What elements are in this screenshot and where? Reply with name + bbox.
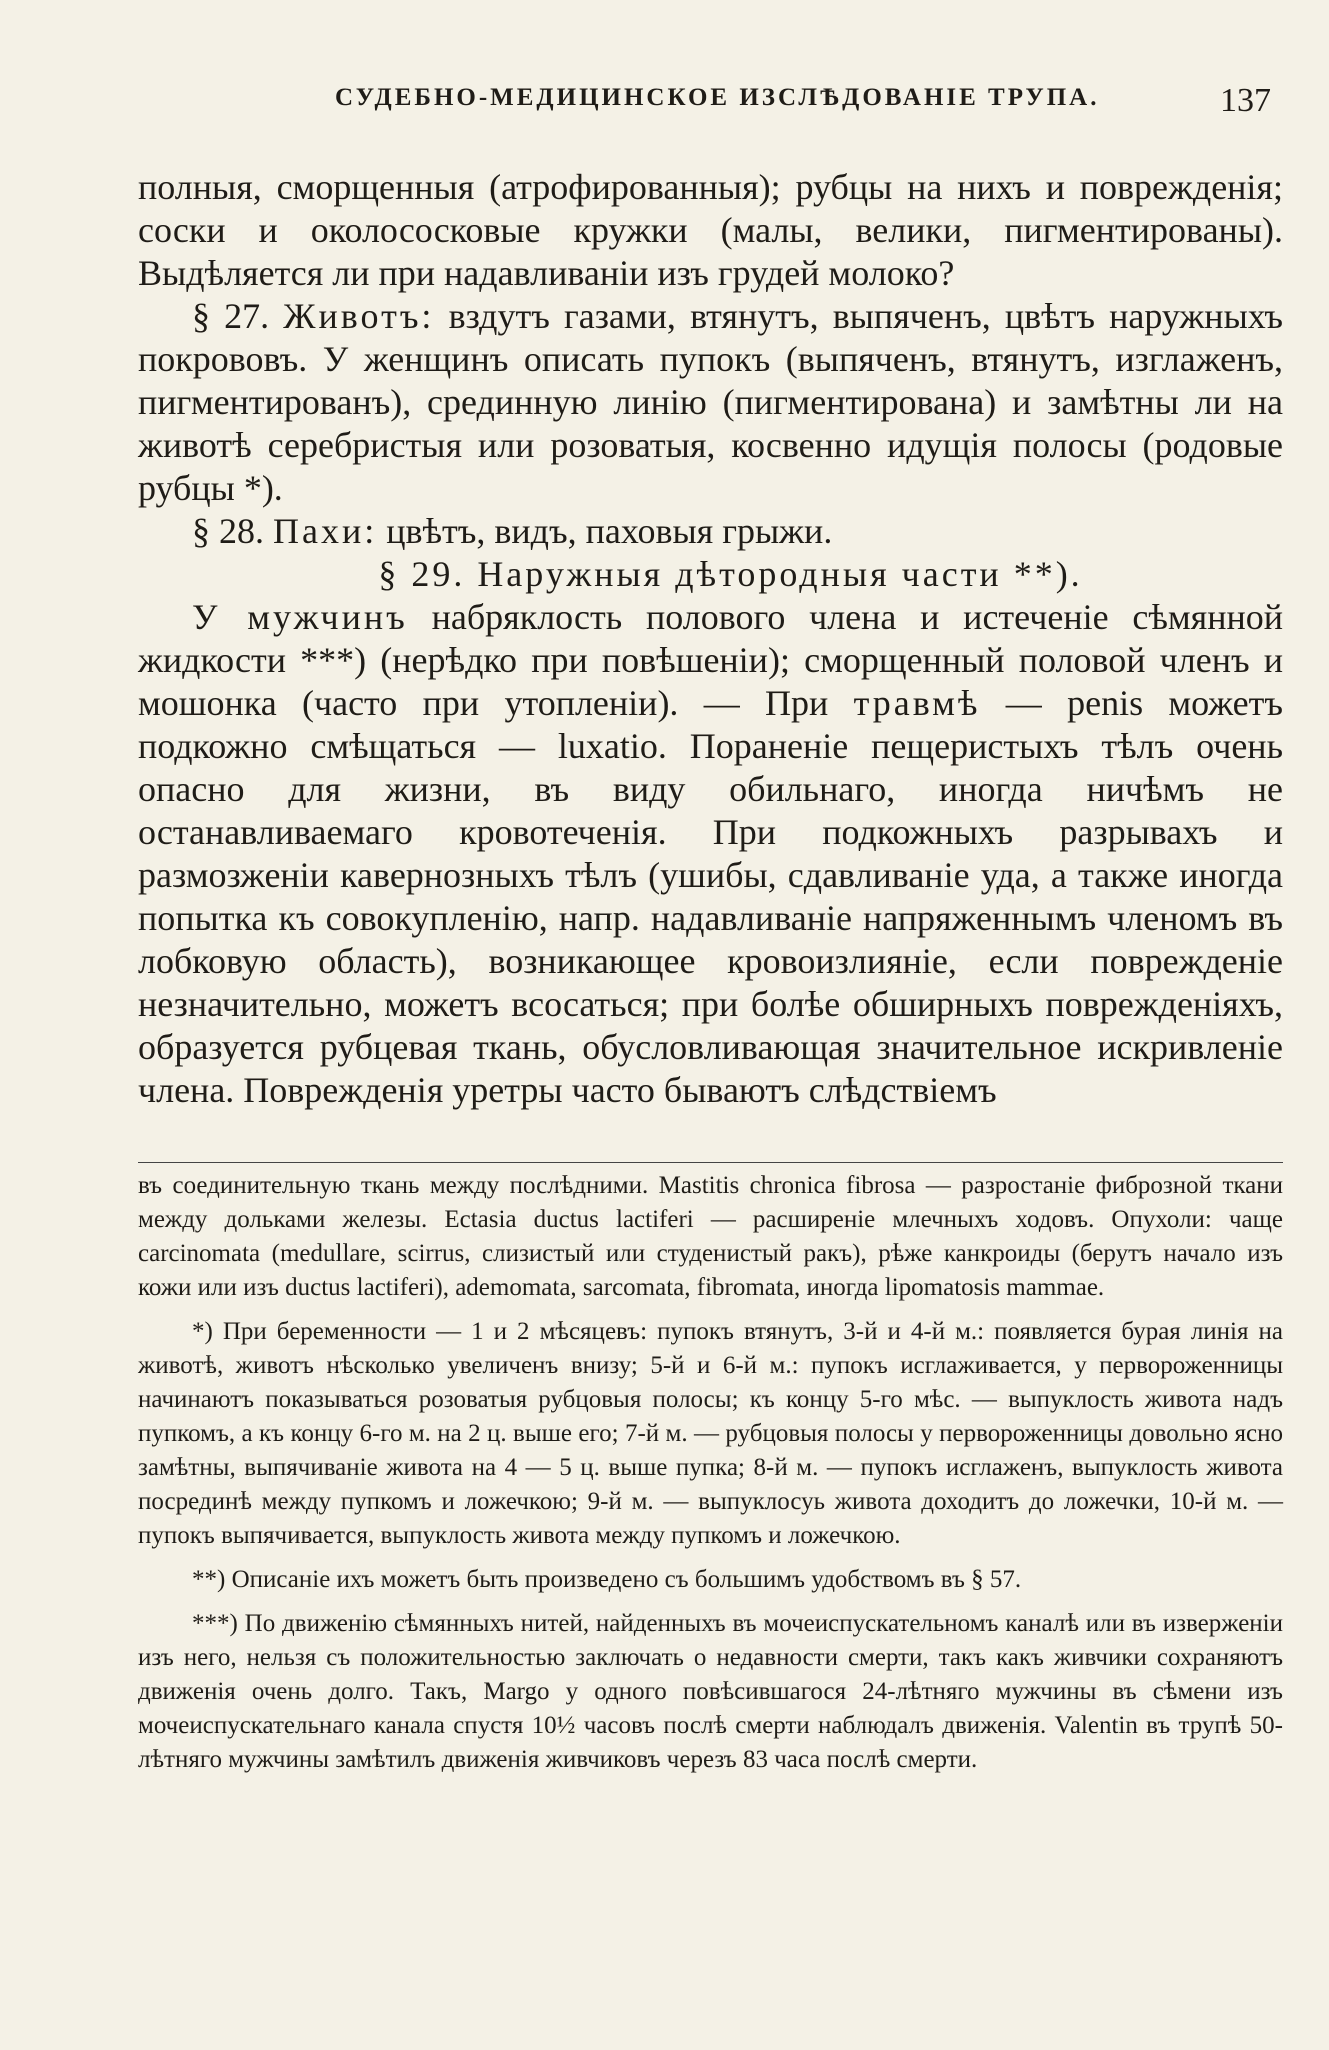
section-29-lead: У мужчинъ [192,597,408,637]
section-29-text-a: набряклость полового члена и истеченіе сѣмянной жидкости ***) (нерѣдко при повѣшеніи); сморщенный половой членъ и мошонка (часто при утопленіи). — При [138,597,1284,723]
footnote-divider [138,1162,1283,1163]
section-29-text-b: — penis можетъ подкожно смѣщаться — luxatio. Пораненіе пещеристыхъ тѣлъ очень опасно для жизни, въ виду обильнаго, иногда ничѣмъ не останавливаемаго кровотеченія. При подкожныхъ разрывахъ и размозженіи кавернозныхъ тѣлъ (ушибы, сдавливаніе уда, а также иногда попытка къ совокупленію, напр. надавливаніе напряженнымъ членомъ въ лобковую область), возникающее кровоизлияніе, если поврежденіе незначительно, можетъ всосаться; при болѣе обширныхъ поврежденіяхъ, образуется рубцевая ткань, обусловливающая значительное искривленіе члена. Поврежденія уретры часто бываютъ слѣдствіемъ [138,683,1284,1110]
running-title: СУДЕБНО-МЕДИЦИНСКОЕ ИЗСЛѢДОВАНІЕ ТРУПА. [335,84,1100,111]
footnote-1: *) При беременности — 1 и 2 мѣсяцевъ: пупокъ втянутъ, 3-й и 4-й м.: появляется бурая линія на животѣ, животъ нѣсколько увеличенъ внизу; 5-й и 6-й м.: пупокъ исглаживается, у первороженницы начинаютъ показываться розоватыя рубцовыя полосы; къ концу 5-го мѣс. — выпуклость живота надъ пупкомъ, а къ концу 6-го м. на 2 ц. выше его; 7-й м. — рубцовыя полосы у первороженницы довольно ясно замѣтны, выпячиваніе живота на 4 — 5 ц. выше пупка; 8-й м. — пупокъ исглаженъ, выпуклость живота посрединѣ между пупкомъ и ложечкою; 9-й м. — выпуклосуь живота доходитъ до ложечки, 10-й м. — пупокъ выпячивается, выпуклость живота между пупкомъ и ложечкою. [138,1318,1283,1549]
section-28 [138,510,1283,553]
footnote-continued: въ соединительную ткань между послѣдними. Mastitis chronica fibrosa — разростаніе фиброзной ткани между дольками железы. Ectasia ductus lactiferi — расширеніе млечныхъ ходовъ. Опухоли: чаще carcinomata (medullare, scirrus, слизистый или студенистый ракъ), рѣже канкроиды (берутъ начало изъ кожи или изъ ductus lactiferi), ademomata, sarcomata, fibromata, иногда lipomatosis mammae. [138,1172,1283,1301]
section-27 [138,295,1283,510]
footnote-3: ***) По движенію сѣмянныхъ нитей, найденныхъ въ мочеиспускательномъ каналѣ или въ изверженіи изъ него, нельзя съ положительностью заключать о недавности смерти, такъ какъ живчики сохраняютъ движенія очень долго. Такъ, Margo у одного повѣсившагося 24-лѣтняго мужчины въ сѣмени изъ мочеиспускательнаго канала спустя 10½ часовъ послѣ смерти наблюдалъ движенія. Valentin въ трупѣ 50-лѣтняго мужчины замѣтилъ движенія живчиковъ черезъ 83 часа послѣ смерти. [138,1610,1283,1773]
footnotes [138,1162,1283,1777]
page-number: 137 [1220,82,1271,119]
paragraph-continued: полныя, сморщенныя (атрофированныя); рубцы на нихъ и поврежденія; соски и околососковые кружки (малы, велики, пигментированы). Выдѣляется ли при надавливаніи изъ грудей молоко? [138,167,1283,293]
main-text [138,166,1283,1112]
section-27-number: § 27. [192,296,270,336]
section-28-text: цвѣтъ, видъ, паховыя грыжи. [386,511,833,551]
section-27-text: вздутъ газами, втянутъ, выпяченъ, цвѣтъ наружныхъ покрововъ. У женщинъ описать пупокъ (выпяченъ, втянутъ, изглаженъ, пигментированъ), срединную линію (пигментирована) и замѣтны ли на животѣ серебристыя или розоватыя, косвенно идущія полосы (родовые рубцы *). [138,296,1284,508]
section-29-trauma: травмѣ [853,683,981,723]
section-27-label: Животъ: [283,296,435,336]
section-28-number: § 28. [192,511,264,551]
section-29-heading: § 29. Наружныя дѣтородныя части **). [378,554,1083,594]
section-29-paragraph [138,596,1283,1112]
section-28-label: Пахи: [273,511,378,551]
running-header [140,82,1281,126]
footnote-2: **) Описаніе ихъ можетъ быть произведено съ большимъ удобствомъ въ § 57. [192,1566,1022,1593]
